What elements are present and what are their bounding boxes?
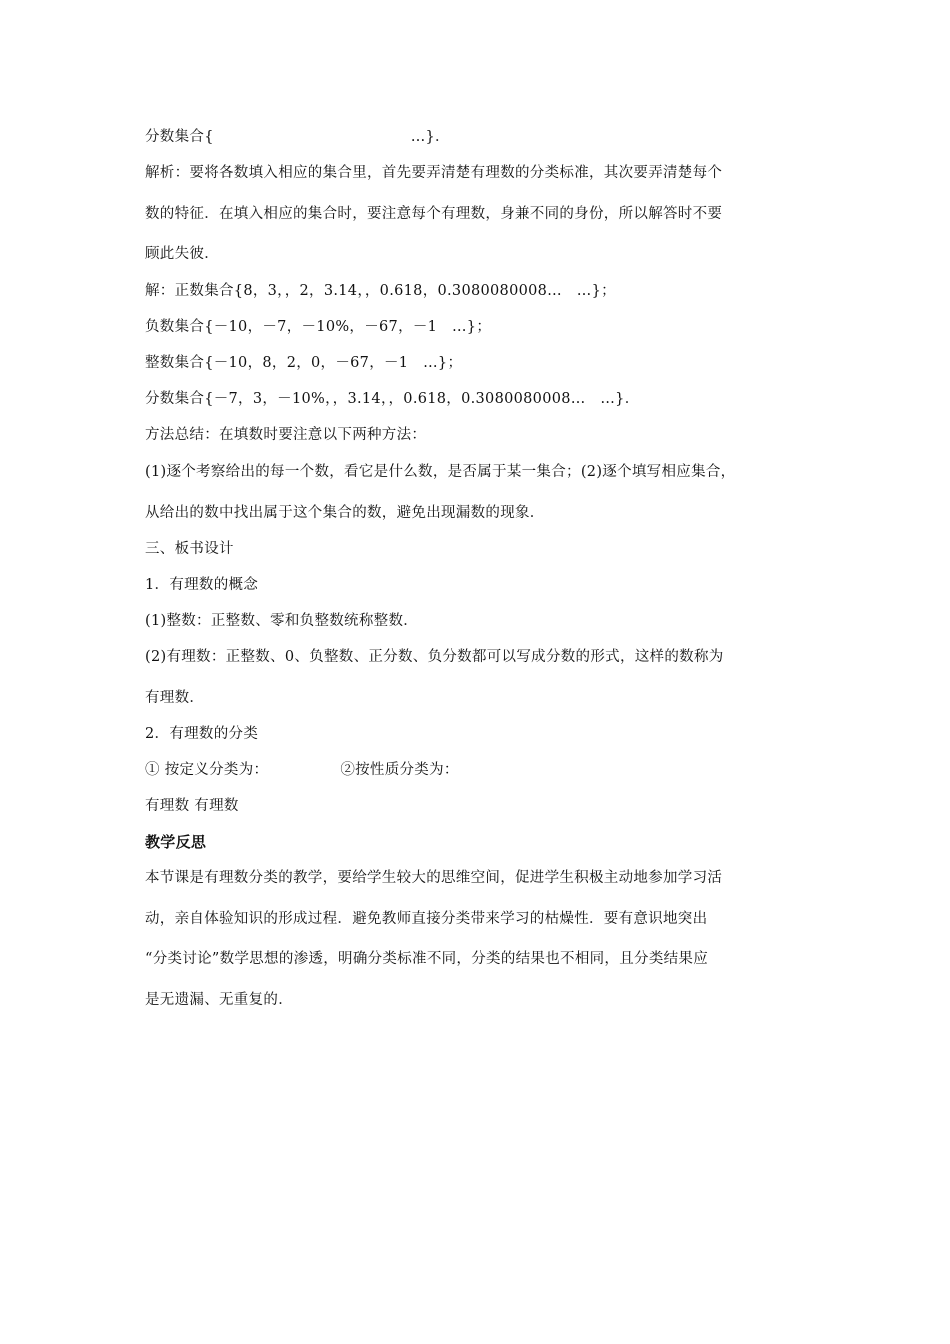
reflection-line-3: “分类讨论”数学思想的渗透，明确分类标准不同，分类的结果也不相同，且分类结果应	[145, 951, 709, 967]
solution-negative-set: 负数集合{－10，－7，－10%，－67，－1 …}；	[145, 319, 492, 335]
reflection-line-1: 本节课是有理数分类的教学，要给学生较大的思维空间，促进学生积极主动地参加学习活	[145, 870, 723, 886]
item-integer-definition: (1)整数：正整数、零和负整数统称整数．	[145, 613, 419, 629]
classify-by-property: ②按性质分类为：	[340, 762, 459, 778]
analysis-line-2: 数的特征．在填入相应的集合时，要注意每个有理数，身兼不同的身份，所以解答时不要	[145, 206, 723, 222]
section-heading-board-design: 三、板书设计	[145, 541, 234, 557]
fraction-set-blank-line	[145, 127, 450, 147]
rational-pair-labels: 有理数 有理数	[145, 798, 239, 814]
solution-fraction-set: 分数集合{－7，3，－10%，，3.14，，0.618，0.3080080008… …}．	[145, 391, 640, 407]
classification-methods	[145, 760, 459, 780]
item-rational-definition: (2)有理数：正整数、0、负整数、正分数、负分数都可以写成分数的形式，这样的数称为	[145, 649, 724, 665]
fraction-set-prefix: 分数集合{	[145, 129, 214, 145]
item-rational-concept: 1．有理数的概念	[145, 577, 259, 593]
analysis-line-3: 顾此失彼．	[145, 246, 219, 262]
classify-by-definition: ① 按定义分类为：	[145, 762, 269, 778]
solution-positive-set: 解：正数集合{8，3，，2，3.14，，0.618，0.3080080008… …}；	[145, 283, 616, 299]
reflection-line-4: 是无遗漏、无重复的．	[145, 992, 293, 1008]
solution-integer-set: 整数集合{－10，8，2，0，－67，－1 …}；	[145, 355, 463, 371]
item-rational-definition-cont: 有理数．	[145, 690, 205, 706]
analysis-line-1: 解析：要将各数填入相应的集合里，首先要弄清楚有理数的分类标准，其次要弄清楚每个	[145, 165, 723, 181]
method-summary-title: 方法总结：在填数时要注意以下两种方法：	[145, 427, 427, 443]
method-line-1: (1)逐个考察给出的每一个数，看它是什么数，是否属于某一集合；(2)逐个填写相应集合，	[145, 464, 736, 480]
method-line-2: 从给出的数中找出属于这个集合的数，避免出现漏数的现象．	[145, 505, 545, 521]
item-rational-classification: 2．有理数的分类	[145, 726, 259, 742]
reflection-heading: 教学反思	[145, 833, 207, 851]
reflection-line-2: 动，亲自体验知识的形成过程．避免教师直接分类带来学习的枯燥性．要有意识地突出	[145, 911, 708, 927]
fraction-set-suffix: …}．	[410, 129, 450, 145]
